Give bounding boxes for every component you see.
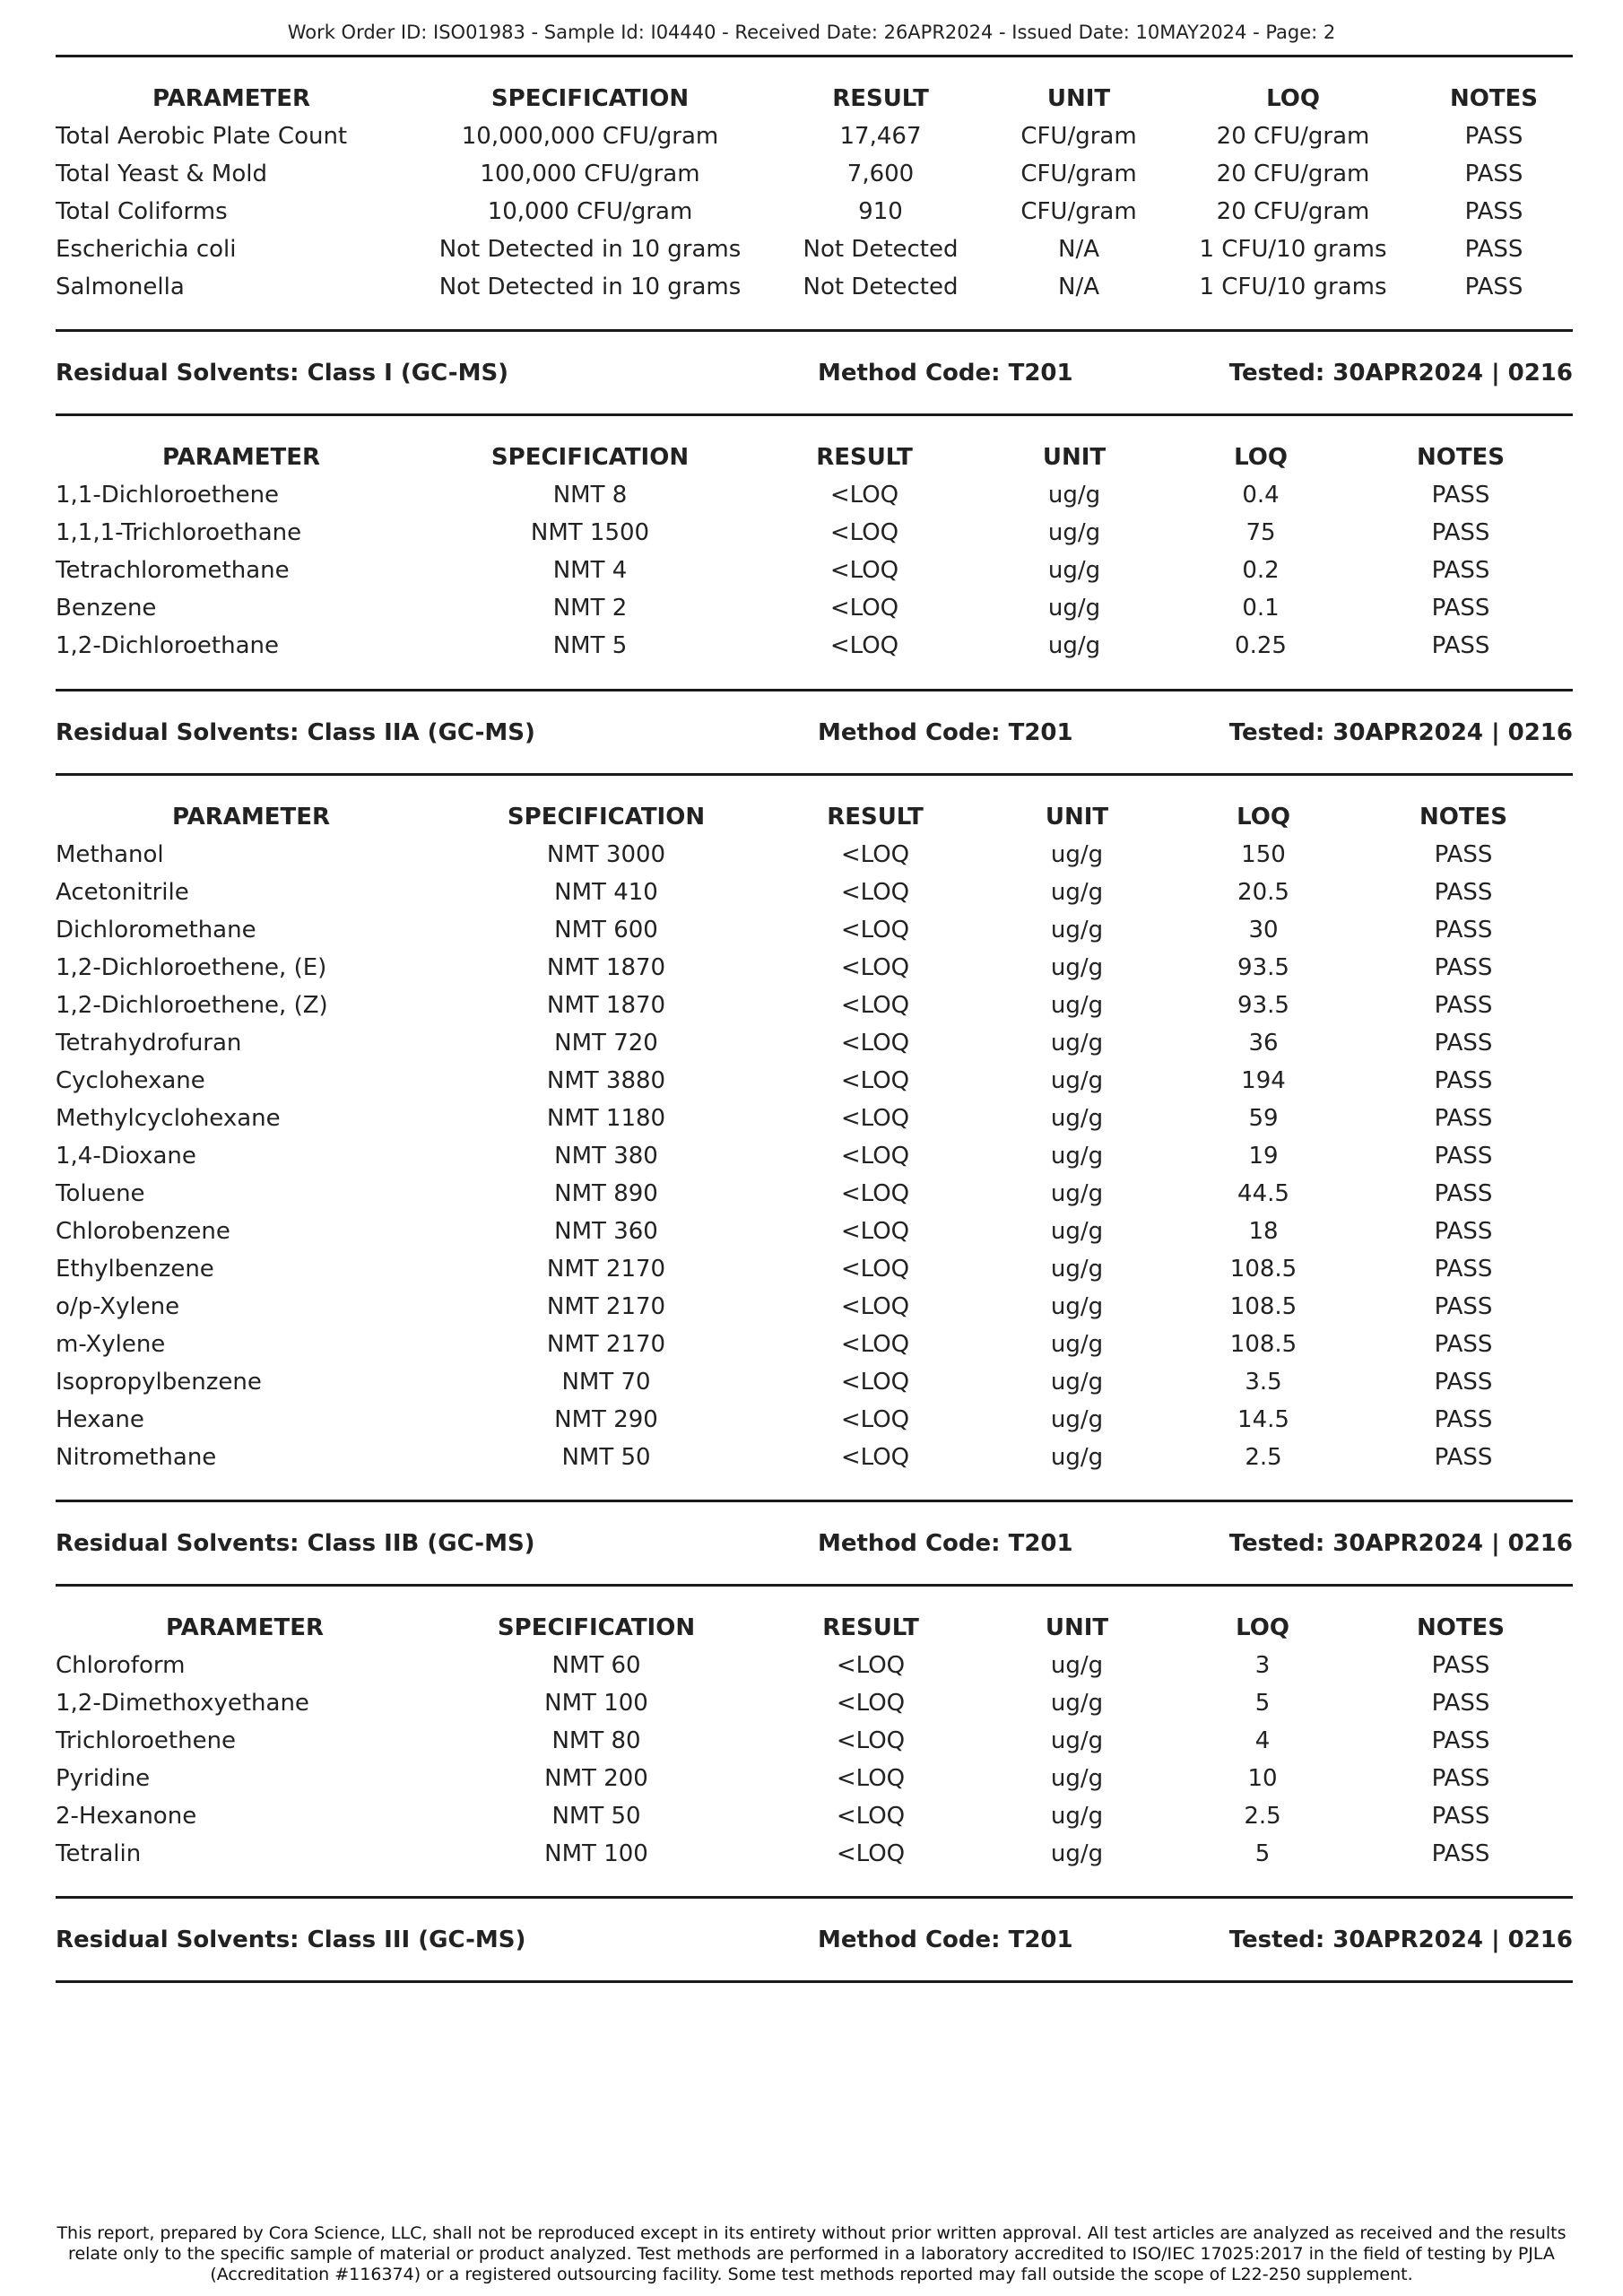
cell-notes: PASS [1434,841,1493,868]
cell-specification: NMT 2 [552,595,628,622]
cell-loq: 0.1 [1242,595,1280,622]
column-header-notes: NOTES [1416,444,1506,471]
column-header-notes: NOTES [1416,1614,1506,1641]
cell-result: <LOQ [840,1293,910,1320]
cell-parameter: Chloroform [56,1652,186,1679]
cell-specification: 10,000,000 CFU/gram [461,123,719,150]
cell-parameter: Pyridine [56,1765,151,1792]
cell-loq: 108.5 [1229,1293,1298,1320]
cell-loq: 1 CFU/10 grams [1199,236,1387,263]
table-row [0,1289,1623,1325]
cell-unit: ug/g [1050,954,1104,981]
cell-parameter: Total Coliforms [56,198,228,225]
cell-notes: PASS [1431,1803,1490,1830]
cell-result: <LOQ [836,1803,906,1830]
column-header-unit: UNIT [1045,1614,1109,1641]
cell-result: <LOQ [840,1256,910,1283]
cell-result: <LOQ [840,1406,910,1433]
cell-result: 17,467 [839,123,922,150]
column-header-parameter: PARAMETER [171,804,331,831]
cell-loq: 2.5 [1244,1803,1281,1830]
cell-result: <LOQ [829,482,899,509]
cell-result: <LOQ [836,1840,906,1867]
cell-result: <LOQ [829,557,899,584]
cell-unit: ug/g [1050,1444,1104,1471]
cell-loq: 20 CFU/gram [1216,123,1370,150]
cell-loq: 18 [1248,1218,1279,1245]
cell-parameter: Tetrahydrofuran [56,1030,242,1057]
cell-unit: N/A [1058,236,1099,263]
cell-loq: 20 CFU/gram [1216,161,1370,187]
table-row [0,590,1623,626]
cell-unit: ug/g [1047,519,1101,546]
section-class3-title-bar [0,1922,1623,1958]
cell-loq: 93.5 [1237,954,1289,981]
column-header-result: RESULT [832,85,929,112]
table-row [0,1402,1623,1438]
cell-parameter: 1,2-Dichloroethene, (Z) [56,992,328,1019]
cell-loq: 20.5 [1237,879,1289,906]
cell-notes: PASS [1434,1030,1493,1057]
column-header-unit: UNIT [1042,444,1107,471]
table-row [0,1798,1623,1834]
cell-notes: PASS [1431,595,1490,622]
divider [56,55,1573,57]
cell-notes: PASS [1464,123,1523,150]
column-header-parameter: PARAMETER [165,1614,325,1641]
cell-notes: PASS [1434,1331,1493,1358]
cell-result: <LOQ [836,1690,906,1717]
table-row [0,1326,1623,1362]
cell-parameter: Trichloroethene [56,1727,237,1754]
column-header-loq: LOQ [1237,804,1290,831]
cell-notes: PASS [1434,992,1493,1019]
cell-parameter: Tetrachloromethane [56,557,290,584]
cell-specification: NMT 1870 [546,954,666,981]
cell-unit: ug/g [1050,1331,1104,1358]
column-header-notes: NOTES [1449,85,1539,112]
section-class2b-title-bar [0,1526,1623,1561]
cell-result: Not Detected [803,236,959,263]
table-row [0,1100,1623,1136]
cell-loq: 30 [1248,917,1279,944]
table-row [0,156,1623,192]
cell-unit: ug/g [1050,1143,1104,1170]
cell-notes: PASS [1434,1444,1493,1471]
cell-parameter: Salmonella [56,274,185,300]
cell-unit: ug/g [1050,1840,1104,1867]
cell-loq: 93.5 [1237,992,1289,1019]
cell-loq: 75 [1245,519,1276,546]
method-code: Method Code: T201 [818,1926,1073,1953]
cell-notes: PASS [1431,1840,1490,1867]
cell-notes: PASS [1431,1652,1490,1679]
cell-result: <LOQ [840,1105,910,1132]
cell-notes: PASS [1434,1143,1493,1170]
cell-parameter: Chlorobenzene [56,1218,230,1245]
divider [56,689,1573,691]
cell-loq: 44.5 [1237,1180,1289,1207]
cell-notes: PASS [1434,954,1493,981]
divider [56,1896,1573,1899]
cell-specification: 100,000 CFU/gram [480,161,700,187]
cell-unit: ug/g [1050,1030,1104,1057]
cell-unit: ug/g [1047,557,1101,584]
cell-specification: NMT 5 [552,632,628,659]
column-header-specification: SPECIFICATION [490,85,690,112]
method-code: Method Code: T201 [818,719,1073,746]
column-header-result: RESULT [816,444,913,471]
cell-notes: PASS [1431,1690,1490,1717]
column-header-loq: LOQ [1234,444,1288,471]
cell-specification: NMT 2170 [546,1331,666,1358]
cell-specification: NMT 80 [551,1727,641,1754]
cell-result: <LOQ [840,1030,910,1057]
cell-parameter: Hexane [56,1406,144,1433]
cell-loq: 194 [1241,1067,1286,1094]
cell-unit: ug/g [1047,632,1101,659]
cell-loq: 0.4 [1242,482,1280,509]
table-header-row [0,81,1623,117]
cell-loq: 2.5 [1245,1444,1282,1471]
cell-specification: NMT 3880 [546,1067,666,1094]
cell-notes: PASS [1434,1256,1493,1283]
cell-unit: ug/g [1050,1067,1104,1094]
cell-specification: Not Detected in 10 grams [438,274,742,300]
cell-result: Not Detected [803,274,959,300]
column-header-loq: LOQ [1236,1614,1289,1641]
cell-loq: 0.2 [1242,557,1280,584]
column-header-result: RESULT [822,1614,919,1641]
cell-parameter: 2-Hexanone [56,1803,197,1830]
table-row [0,837,1623,873]
section-title: Residual Solvents: Class III (GC-MS) [56,1926,526,1953]
cell-unit: ug/g [1050,917,1104,944]
table-row [0,1364,1623,1400]
cell-result: <LOQ [840,992,910,1019]
cell-specification: NMT 720 [554,1030,658,1057]
cell-notes: PASS [1434,1218,1493,1245]
cell-parameter: m-Xylene [56,1331,166,1358]
cell-result: <LOQ [836,1727,906,1754]
cell-specification: NMT 1870 [546,992,666,1019]
divider [56,1584,1573,1587]
column-header-specification: SPECIFICATION [490,444,690,471]
method-code: Method Code: T201 [818,1530,1073,1557]
cell-specification: Not Detected in 10 grams [438,236,742,263]
cell-loq: 14.5 [1237,1406,1289,1433]
method-code: Method Code: T201 [818,360,1073,387]
tested-date: Tested: 30APR2024 | 0216 [1228,1926,1573,1953]
cell-loq: 0.25 [1235,632,1287,659]
table-row [0,1836,1623,1872]
cell-result: 910 [858,198,903,225]
cell-notes: PASS [1431,1727,1490,1754]
table-row [0,477,1623,513]
cell-loq: 10 [1247,1765,1278,1792]
cell-parameter: Benzene [56,595,157,622]
table-row [0,950,1623,986]
cell-result: <LOQ [840,954,910,981]
cell-loq: 5 [1254,1840,1271,1867]
cell-notes: PASS [1434,1369,1493,1396]
cell-parameter: Toluene [56,1180,145,1207]
section-class1-title-bar [0,355,1623,391]
cell-parameter: Methanol [56,841,164,868]
cell-parameter: 1,2-Dichloroethene, (E) [56,954,327,981]
table-row [0,1723,1623,1759]
cell-result: <LOQ [829,519,899,546]
cell-loq: 5 [1254,1690,1271,1717]
section-class2a-title-bar [0,715,1623,751]
cell-result: <LOQ [836,1765,906,1792]
cell-parameter: Tetralin [56,1840,142,1867]
cell-parameter: 1,1,1-Trichloroethane [56,519,302,546]
cell-specification: NMT 50 [551,1803,641,1830]
cell-unit: ug/g [1050,992,1104,1019]
cell-parameter: Total Aerobic Plate Count [56,123,348,150]
column-header-loq: LOQ [1266,85,1320,112]
table-row [0,194,1623,230]
table-row [0,874,1623,910]
cell-loq: 3.5 [1245,1369,1282,1396]
cell-unit: ug/g [1050,1406,1104,1433]
cell-parameter: 1,1-Dichloroethene [56,482,280,509]
table-header-row [0,1610,1623,1646]
cell-loq: 4 [1254,1727,1271,1754]
table-row [0,269,1623,305]
cell-notes: PASS [1434,1067,1493,1094]
cell-specification: NMT 890 [554,1180,658,1207]
cell-unit: ug/g [1050,1105,1104,1132]
table-row [0,1063,1623,1099]
cell-specification: NMT 290 [554,1406,658,1433]
column-header-parameter: PARAMETER [161,444,321,471]
column-header-notes: NOTES [1419,804,1508,831]
divider [56,773,1573,776]
table-row [0,1648,1623,1683]
report-header: Work Order ID: ISO01983 - Sample Id: I04440 - Received Date: 26APR2024 - Issued Date: 10MAY2024 - Page: 2 [287,22,1336,43]
cell-specification: NMT 380 [554,1143,658,1170]
table-header-row [0,439,1623,475]
cell-parameter: Isopropylbenzene [56,1369,262,1396]
tested-date: Tested: 30APR2024 | 0216 [1228,719,1573,746]
cell-notes: PASS [1434,1105,1493,1132]
cell-unit: ug/g [1050,1765,1104,1792]
cell-specification: NMT 60 [551,1652,641,1679]
cell-unit: ug/g [1050,1652,1104,1679]
cell-loq: 3 [1254,1652,1271,1679]
cell-loq: 20 CFU/gram [1216,198,1370,225]
cell-specification: NMT 1500 [530,519,650,546]
cell-unit: CFU/gram [1020,198,1137,225]
cell-result: <LOQ [840,1218,910,1245]
cell-unit: ug/g [1050,1690,1104,1717]
cell-unit: ug/g [1050,841,1104,868]
divider [56,1980,1573,1983]
column-header-parameter: PARAMETER [152,85,311,112]
cell-loq: 19 [1248,1143,1279,1170]
cell-specification: NMT 360 [554,1218,658,1245]
cell-unit: ug/g [1050,1369,1104,1396]
cell-unit: CFU/gram [1020,161,1137,187]
cell-parameter: Methylcyclohexane [56,1105,281,1132]
cell-loq: 108.5 [1229,1331,1298,1358]
cell-specification: NMT 600 [554,917,658,944]
cell-unit: ug/g [1047,595,1101,622]
table-header-row [0,799,1623,835]
cell-notes: PASS [1464,161,1523,187]
cell-unit: N/A [1058,274,1099,300]
cell-specification: NMT 8 [552,482,628,509]
cell-parameter: Cyclohexane [56,1067,205,1094]
cell-parameter: Nitromethane [56,1444,217,1471]
cell-notes: PASS [1464,236,1523,263]
cell-notes: PASS [1464,274,1523,300]
cell-unit: ug/g [1050,1727,1104,1754]
cell-parameter: Escherichia coli [56,236,237,263]
cell-parameter: Dichloromethane [56,917,256,944]
cell-notes: PASS [1464,198,1523,225]
cell-notes: PASS [1434,1406,1493,1433]
cell-result: <LOQ [829,632,899,659]
cell-result: <LOQ [840,1067,910,1094]
divider [56,329,1573,332]
cell-specification: NMT 4 [552,557,628,584]
cell-unit: ug/g [1047,482,1101,509]
table-row [0,628,1623,664]
cell-result: <LOQ [840,1143,910,1170]
cell-notes: PASS [1431,519,1490,546]
cell-parameter: 1,2-Dimethoxyethane [56,1690,309,1717]
cell-unit: CFU/gram [1020,123,1137,150]
cell-unit: ug/g [1050,1256,1104,1283]
table-row [0,552,1623,588]
column-header-specification: SPECIFICATION [507,804,706,831]
divider [56,413,1573,416]
cell-unit: ug/g [1050,1180,1104,1207]
cell-specification: NMT 200 [544,1765,648,1792]
table-row [0,1213,1623,1249]
cell-notes: PASS [1431,557,1490,584]
cell-notes: PASS [1434,1293,1493,1320]
cell-notes: PASS [1431,632,1490,659]
cell-result: <LOQ [836,1652,906,1679]
table-row [0,1176,1623,1212]
cell-specification: NMT 100 [544,1690,648,1717]
cell-unit: ug/g [1050,1293,1104,1320]
column-header-specification: SPECIFICATION [497,1614,696,1641]
cell-notes: PASS [1434,879,1493,906]
cell-loq: 59 [1248,1105,1279,1132]
cell-parameter: Ethylbenzene [56,1256,214,1283]
section-title: Residual Solvents: Class IIB (GC-MS) [56,1530,535,1557]
table-row [0,1025,1623,1061]
cell-specification: NMT 3000 [546,841,666,868]
cell-loq: 36 [1248,1030,1279,1057]
cell-specification: NMT 2170 [546,1293,666,1320]
column-header-unit: UNIT [1045,804,1109,831]
cell-result: <LOQ [840,1444,910,1471]
cell-parameter: 1,4-Dioxane [56,1143,196,1170]
cell-specification: NMT 100 [544,1840,648,1867]
cell-result: <LOQ [840,917,910,944]
table-row [0,1761,1623,1796]
cell-loq: 150 [1241,841,1286,868]
cell-specification: NMT 410 [554,879,658,906]
cell-specification: NMT 70 [561,1369,651,1396]
cell-notes: PASS [1431,1765,1490,1792]
cell-unit: ug/g [1050,1218,1104,1245]
cell-unit: ug/g [1050,1803,1104,1830]
table-row [0,987,1623,1023]
cell-specification: NMT 50 [561,1444,651,1471]
disclaimer-footer: This report, prepared by Cora Science, LLC, shall not be reproduced except in its entirety without prior written approval. All test articles are analyzed as received and the results relate only to the specific sample of material or product analyzed. Test methods are performed in a laboratory accredited to ISO/IEC 17025:2017 in the field of testing by PJLA (Accreditation #116374) or a registered outsourcing facility. Some test methods reported may fall outside the scope of L22-250 supplement. [56,2223,1567,2284]
cell-specification: 10,000 CFU/gram [487,198,693,225]
cell-loq: 1 CFU/10 grams [1199,274,1387,300]
cell-result: 7,600 [846,161,915,187]
tested-date: Tested: 30APR2024 | 0216 [1228,360,1573,387]
cell-loq: 108.5 [1229,1256,1298,1283]
cell-unit: ug/g [1050,879,1104,906]
section-title: Residual Solvents: Class IIA (GC-MS) [56,719,535,746]
table-row [0,515,1623,551]
cell-specification: NMT 2170 [546,1256,666,1283]
cell-result: <LOQ [840,1369,910,1396]
cell-parameter: Total Yeast & Mold [56,161,267,187]
table-row [0,1138,1623,1174]
tested-date: Tested: 30APR2024 | 0216 [1228,1530,1573,1557]
cell-result: <LOQ [840,1180,910,1207]
cell-result: <LOQ [840,879,910,906]
cell-parameter: Acetonitrile [56,879,189,906]
cell-result: <LOQ [829,595,899,622]
table-row [0,1439,1623,1475]
cell-result: <LOQ [840,1331,910,1358]
table-row [0,118,1623,154]
table-row [0,231,1623,267]
table-row [0,1251,1623,1287]
cell-parameter: 1,2-Dichloroethane [56,632,279,659]
table-row [0,912,1623,948]
cell-notes: PASS [1431,482,1490,509]
table-row [0,1685,1623,1721]
cell-specification: NMT 1180 [546,1105,666,1132]
column-header-result: RESULT [827,804,924,831]
section-title: Residual Solvents: Class I (GC-MS) [56,360,509,387]
divider [56,1500,1573,1502]
column-header-unit: UNIT [1046,85,1111,112]
cell-parameter: o/p-Xylene [56,1293,180,1320]
cell-notes: PASS [1434,917,1493,944]
cell-notes: PASS [1434,1180,1493,1207]
cell-result: <LOQ [840,841,910,868]
